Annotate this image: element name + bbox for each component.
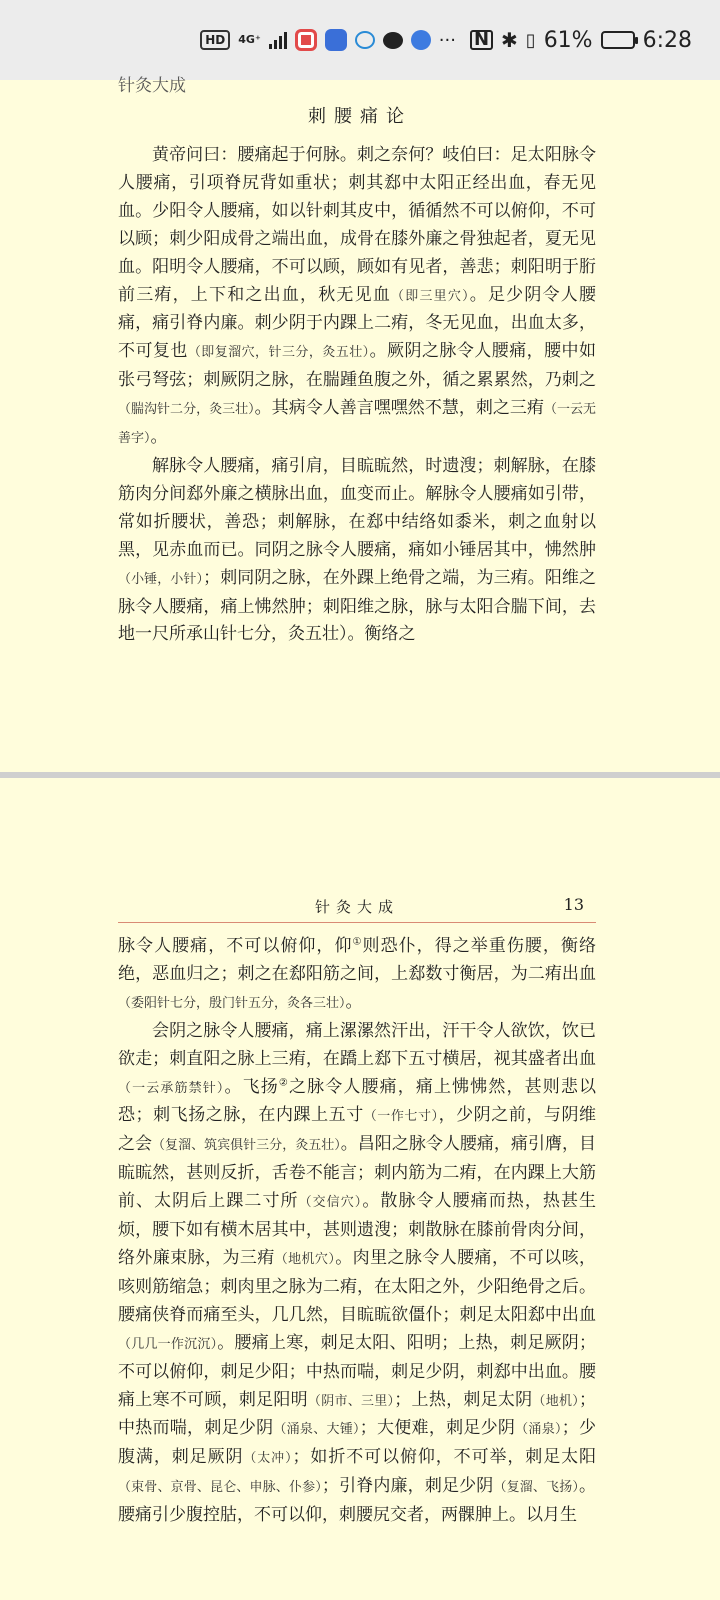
- text-segment: ；上热，刺足太阴: [394, 1389, 533, 1410]
- text-segment: 。散脉令人腰痛而热，热甚生烦，腰下如有横木居其中，甚则遗溲；刺散脉在膝前骨肉分间，络外廉束脉，为三痏: [118, 1191, 597, 1268]
- battery-percent: 61%: [543, 27, 593, 53]
- annotation-note: （地机）: [532, 1393, 579, 1409]
- footnote-marker: ②: [278, 1076, 289, 1088]
- book-title: 针灸大成: [314, 898, 399, 916]
- paragraph: [118, 1018, 596, 1530]
- text-segment: ，少阴之前，与阴维之会: [118, 1105, 597, 1155]
- text-segment: 。厥阴之脉令人腰痛，腰中如张弓弩弦；刺厥阴之脉，在腨踵鱼腹之外，循之累累然，乃刺之: [118, 341, 597, 391]
- paragraph: [118, 453, 596, 649]
- running-header: [118, 893, 596, 923]
- text-segment: 。足少阴令人腰痛，痛引脊内廉。刺少阴于内踝上二痏，冬无见血，出血太多，不可复也: [118, 284, 596, 362]
- text-segment: 之脉令人腰痛，痛上怫怫然，甚则悲以恐；刺飞扬之脉，在内踝上五寸: [118, 1076, 597, 1126]
- paragraph: [118, 142, 596, 453]
- text-segment: ；如折不可以俯仰，不可举，刺足太阳: [292, 1447, 597, 1468]
- text-segment: ；大便难，刺足少阴: [359, 1418, 516, 1439]
- annotation-note: （交信穴）: [298, 1195, 363, 1211]
- annotation-note: （涌泉）: [515, 1422, 562, 1438]
- reader-page-2[interactable]: [0, 778, 720, 1600]
- vibrate-icon: ▯: [525, 29, 536, 51]
- text-segment: 。昌阳之脉令人腰痛，痛引膺，目䀮䀮然，甚则反折，舌卷不能言；刺内筋为二痏，在内踝上大筋前、太阴后上踝二寸所: [118, 1134, 596, 1212]
- network-type-label: 4G⁺: [238, 33, 261, 46]
- text-segment: 。腰痛上寒，刺足太阳、阳明；上热，刺足厥阴；不可以俯仰，刺足少阳；中热而喘，刺足少阴，刺郄中出血。腰痛上寒不可顾，刺足阳明: [118, 1332, 596, 1410]
- text-segment: 黄帝问曰：腰痛起于何脉。刺之奈何？岐伯曰：足太阳脉令人腰痛，引项脊尻背如重状；刺其郄中太阳正经出血，春无见血。少阳令人腰痛，如以针刺其皮中，循循然不可以俯仰，不可以顾；刺少阳成骨之端出血，成骨在膝外廉之骨独起者，夏无见血。阳明令人腰痛，不可以顾，顾如有见者，善悲；刺阳明于胻前三痏，上下和之出血，秋无见血: [118, 145, 596, 305]
- annotation-note: （即三里穴）: [391, 288, 470, 304]
- text-segment: 会阴之脉令人腰痛，痛上漯漯然汗出，汗干令人欲饮，饮已欲走；刺直阳之脉上三痏，在蹻上郄下五寸横居，视其盛者出血: [118, 1020, 596, 1069]
- music-app-icon: [411, 30, 431, 50]
- paragraph: [118, 933, 596, 1018]
- annotation-note: （太冲）: [243, 1451, 293, 1467]
- text-segment: ；少腹满，刺足厥阴: [118, 1418, 596, 1468]
- text-segment: 。: [150, 427, 168, 448]
- text-segment: ；刺同阴之脉，在外踝上绝骨之端，为三痏。阳维之脉令人腰痛，痛上怫然肿；刺阳维之脉，脉与太阳合腨下间，去地一尺所承山针七分，灸五壮）。衡络之: [118, 567, 596, 645]
- blue-app-notification-icon: [325, 29, 347, 51]
- annotation-note: （涌泉、大锺）: [273, 1422, 360, 1438]
- page-1-body: [118, 142, 596, 649]
- red-app-notification-icon: [295, 29, 317, 51]
- text-segment: 。腰痛引少腹控𦙶，不可以仰，刺腰尻交者，两髁胂上。以月生: [118, 1476, 596, 1526]
- bluetooth-icon: ✱: [501, 28, 518, 52]
- page-number: 13: [563, 895, 584, 914]
- more-notifications-icon: ···: [438, 29, 456, 51]
- annotation-note: （束骨、京骨、昆仑、申脉、仆参）: [118, 1480, 322, 1496]
- chapter-title: 刺腰痛论: [308, 106, 412, 127]
- text-segment: 。: [345, 991, 363, 1012]
- annotation-note: （复溜、飞扬）: [493, 1480, 579, 1496]
- text-segment: 。飞扬: [224, 1076, 279, 1097]
- text-segment: 。其病令人善言嘿嘿然不慧，刺之三痏: [254, 398, 544, 419]
- text-segment: 则恐仆，得之举重伤腰，衡络绝，恶血归之；刺之在郄阳筋之间，上郄数寸衡居，为二痏出血: [118, 936, 597, 984]
- message-bubble-icon: [383, 32, 403, 49]
- annotation-note: （一云无善字）: [118, 402, 596, 447]
- footnote-marker: ①: [352, 936, 363, 948]
- text-segment: 脉令人腰痛，不可以俯仰，仰: [118, 936, 353, 956]
- annotation-note: （一云承筋禁针）: [118, 1080, 225, 1096]
- annotation-note: （阴市、三里）: [307, 1393, 395, 1409]
- hd-badge: HD: [200, 30, 230, 50]
- annotation-note: （一作七寸）: [363, 1109, 439, 1125]
- annotation-note: （委阳针七分，殷门针五分，灸各三壮）: [118, 995, 346, 1011]
- text-segment: 解脉令人腰痛，痛引肩，目䀮䀮然，时遗溲；刺解脉，在膝筋肉分间郄外廉之横脉出血，血变而止。解脉令人腰痛如引带，常如折腰状，善恐；刺解脉，在郄中结络如黍米，刺之血射以黑，见赤血而已。同阴之脉令人腰痛，痛如小锤居其中，怫然肿: [118, 455, 596, 560]
- annotation-note: （复溜、筑宾俱针三分，灸五壮）: [152, 1138, 341, 1154]
- cut-off-header-text: 针灸大成: [118, 76, 186, 96]
- status-bar: [0, 0, 720, 80]
- text-segment: ；引脊内廉，刺足少阴: [321, 1476, 494, 1497]
- reader-page-1[interactable]: [0, 76, 720, 772]
- annotation-note: （几几一作沉沉）: [118, 1336, 218, 1352]
- annotation-note: （即复溜穴，针三分，灸五壮）: [187, 345, 370, 361]
- status-left-icons: [200, 29, 456, 51]
- signal-icon: [269, 31, 287, 49]
- annotation-note: （小锤，小针）: [118, 571, 204, 587]
- page-2-body: [118, 933, 596, 1530]
- status-right-icons: [470, 28, 692, 53]
- annotation-note: （腨沟针二分，灸三壮）: [118, 402, 255, 418]
- annotation-note: （地机穴）: [274, 1251, 336, 1267]
- text-segment: 。肉里之脉令人腰痛，不可以咳，咳则筋缩急；刺肉里之脉为二痏，在太阳之外，少阳绝骨之后。腰痛侠脊而痛至头，几几然，目䀮䀮欲僵仆；刺足太阳郄中出血: [118, 1247, 597, 1325]
- clock: 6:28: [642, 27, 692, 53]
- battery-icon: [601, 31, 635, 49]
- text-segment: ；中热而喘，刺足少阴: [118, 1389, 596, 1439]
- nfc-icon: N: [470, 30, 493, 50]
- chat-bubble-outline-icon: [355, 31, 375, 49]
